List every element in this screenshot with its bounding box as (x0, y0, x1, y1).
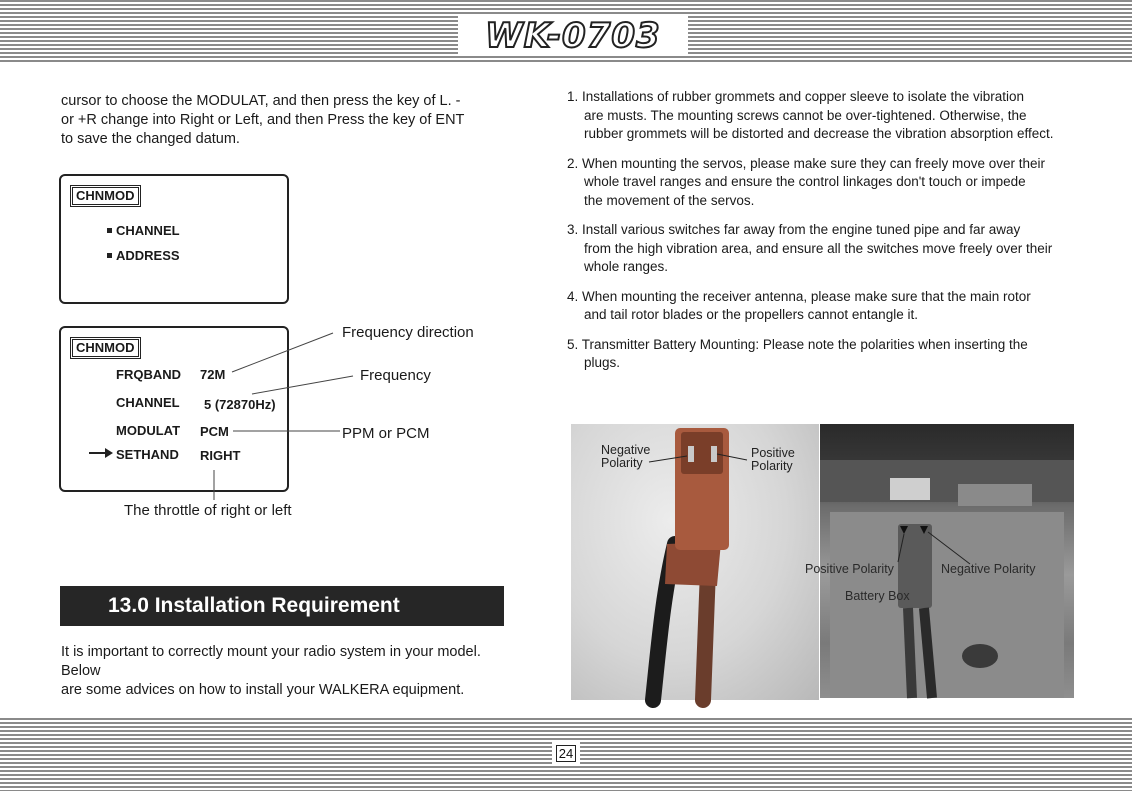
row-label-sethand: SETHAND (116, 447, 179, 462)
negative-polarity-label: Negative Polarity (601, 443, 651, 470)
page-number: 24 (556, 745, 576, 762)
menu-item-channel: CHANNEL (107, 223, 180, 239)
page-title: WK-0703 (485, 16, 661, 56)
closing-line: are some advices on how to install your WALKERA equipment. (61, 682, 465, 698)
row-label-modulat: MODULAT (116, 423, 181, 438)
closing-line: It is important to correctly mount your radio system in your model. Below (61, 644, 481, 679)
battery-box-illustration (820, 424, 1074, 698)
battery-box-label: Battery Box (845, 589, 910, 603)
intro-line: cursor to choose the MODULAT, and then press the key of L. - (61, 93, 461, 109)
row-value-modulat: PCM (200, 424, 229, 439)
menu-item-address: ADDRESS (107, 248, 180, 264)
closing-paragraph (61, 643, 511, 700)
callout-frequency-direction: Frequency direction (342, 324, 474, 341)
callout-throttle: The throttle of right or left (124, 502, 292, 519)
battery-box-photo (805, 424, 1074, 698)
row-value-channel: 5 (72870Hz) (204, 397, 276, 412)
row-value-sethand: RIGHT (200, 448, 241, 463)
list-item: 2. When mounting the servos, please make sure they can freely move over their whole travel ranges and ensure the control linkages don't touch or impede the movement of the servos. (567, 155, 1046, 208)
list-item: 3. Install various switches far away from the engine tuned pipe and far away from the high vibration area, and ensure all the switches move freely over their whole ranges. (567, 222, 1053, 274)
callout-frequency: Frequency (360, 367, 431, 384)
positive-polarity-label: Positive Polarity (751, 446, 795, 473)
intro-line: to save the changed datum. (61, 131, 240, 147)
battery-plug-photo (571, 424, 819, 700)
requirements-list (567, 88, 1079, 384)
row-label-frqband: FRQBAND (116, 367, 181, 382)
intro-line: or +R change into Right or Left, and then Press the key of ENT (61, 112, 465, 128)
section-heading (60, 586, 504, 626)
negative-polarity-label: Negative Polarity (941, 562, 1036, 576)
lcd-title: CHNMOD (72, 187, 139, 205)
lcd-title: CHNMOD (72, 339, 139, 357)
row-value-frqband: 72M (200, 367, 226, 382)
list-item: 4. When mounting the receiver antenna, please make sure that the main rotor and tail rotor blades or the propellers cannot entangle it. (567, 288, 1031, 322)
list-item: 1. Installations of rubber grommets and copper sleeve to isolate the vibration are musts. The mounting screws cannot be over-tightened. Otherwise, the rubber grommets will be distorted and decrease the vibration absorption effect. (567, 89, 1054, 141)
list-item: 5. Transmitter Battery Mounting: Please note the polarities when inserting the plugs. (567, 336, 1028, 370)
callout-ppm-pcm: PPM or PCM (342, 425, 430, 442)
row-label-channel: CHANNEL (116, 395, 180, 410)
section-heading-text: 13.0 Installation Requirement (108, 594, 400, 617)
positive-polarity-label: Positive Polarity (805, 562, 894, 576)
